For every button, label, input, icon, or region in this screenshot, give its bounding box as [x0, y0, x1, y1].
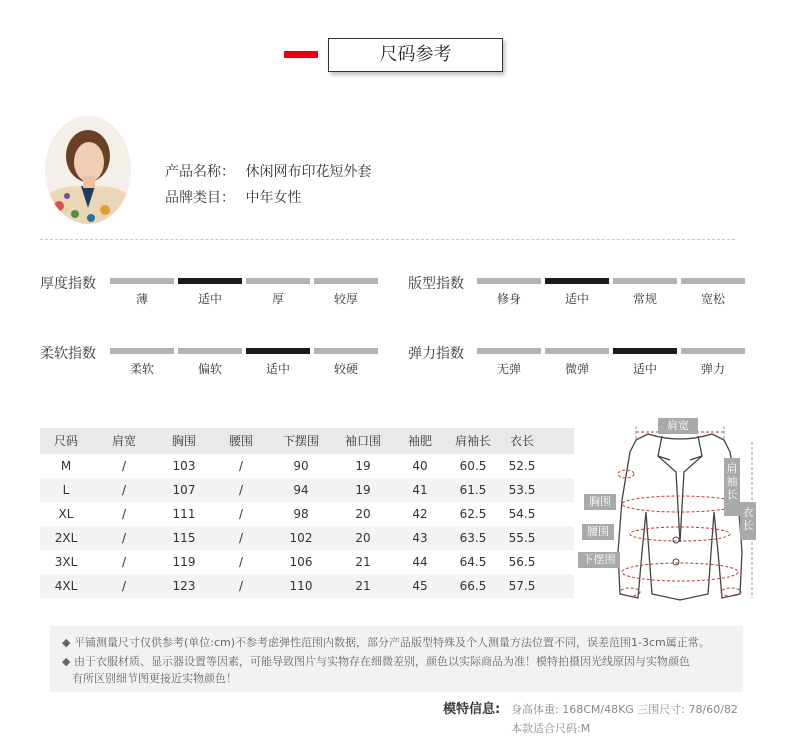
col-header-sleeve-width: 袖肥 [407, 434, 432, 448]
section-title: 尺码参考 [328, 38, 503, 72]
table-row [40, 574, 574, 598]
table-row [40, 502, 574, 526]
cell-shoulder: / [121, 531, 127, 545]
cell-shoulder-sleeve: 62.5 [459, 507, 487, 521]
cell-waist: / [238, 483, 244, 497]
cell-length: 52.5 [508, 459, 536, 473]
col-header-size: 尺码 [53, 434, 78, 448]
col-header-length: 衣长 [509, 434, 534, 448]
cell-length: 57.5 [508, 579, 536, 593]
note-text-3: 有所区别细节图更接近实物颜色！ [72, 672, 237, 685]
cell-shoulder: / [121, 579, 127, 593]
cell-cuff: 19 [355, 483, 371, 497]
thickness-option-4: 较厚 [333, 292, 358, 306]
cell-sleeve-width: 40 [412, 459, 428, 473]
elasticity-seg-2 [545, 348, 609, 354]
cell-cuff: 20 [355, 531, 371, 545]
elasticity-seg-3 [613, 348, 677, 354]
cell-chest: 111 [172, 507, 196, 521]
softness-option-4: 较硬 [333, 362, 358, 376]
thickness-seg-2 [178, 278, 242, 284]
col-header-waist: 腰围 [228, 434, 253, 448]
thickness-seg-3 [246, 278, 310, 284]
fit-index-label: 版型指数 [408, 276, 464, 292]
elasticity-option-2: 微弹 [564, 362, 589, 376]
cell-chest: 115 [172, 531, 196, 545]
cell-size: 2XL [54, 531, 78, 545]
cell-sleeve-width: 44 [412, 555, 428, 569]
diagram-label-hem: 下摆围 [578, 552, 620, 568]
diagram-label-length: 衣长 [740, 502, 756, 540]
col-header-chest: 胸围 [171, 434, 196, 448]
col-header-cuff: 袖口围 [344, 434, 381, 448]
fit-option-1: 修身 [496, 292, 521, 306]
cell-shoulder: / [121, 555, 127, 569]
product-category-value: 中年女性 [245, 190, 302, 206]
softness-option-3: 适中 [265, 362, 290, 376]
note-item-1 [62, 634, 710, 650]
cell-waist: / [238, 579, 244, 593]
cell-size: M [60, 459, 72, 473]
cell-length: 56.5 [508, 555, 536, 569]
cell-waist: / [238, 555, 244, 569]
softness-seg-3 [246, 348, 310, 354]
product-category-label: 品牌类目： [165, 190, 235, 206]
softness-seg-2 [178, 348, 242, 354]
elasticity-option-3: 适中 [632, 362, 657, 376]
elasticity-index-label: 弹力指数 [408, 346, 464, 362]
softness-seg-1 [110, 348, 174, 354]
size-table [40, 428, 574, 598]
cell-chest: 103 [172, 459, 196, 473]
cell-cuff: 21 [355, 579, 371, 593]
cell-chest: 123 [172, 579, 196, 593]
table-row [40, 478, 574, 502]
cell-hem: 110 [289, 579, 313, 593]
thickness-seg-4 [314, 278, 378, 284]
table-row [40, 550, 574, 574]
cell-hem: 106 [289, 555, 313, 569]
diagram-label-waist: 腰围 [582, 524, 614, 540]
softness-option-1: 柔软 [129, 362, 154, 376]
softness-seg-4 [314, 348, 378, 354]
cell-cuff: 20 [355, 507, 371, 521]
cell-length: 54.5 [508, 507, 536, 521]
cell-waist: / [238, 507, 244, 521]
product-category-row [165, 187, 301, 207]
fit-option-3: 常规 [632, 292, 657, 306]
cell-shoulder: / [121, 459, 127, 473]
cell-waist: / [238, 459, 244, 473]
cell-shoulder-sleeve: 63.5 [459, 531, 487, 545]
softness-index-label: 柔软指数 [40, 346, 96, 362]
cell-shoulder: / [121, 483, 127, 497]
fit-seg-3 [613, 278, 677, 284]
cell-sleeve-width: 42 [412, 507, 428, 521]
cell-cuff: 19 [355, 459, 371, 473]
cell-size: XL [58, 507, 74, 521]
thickness-option-3: 厚 [271, 292, 284, 306]
elasticity-option-4: 弹力 [700, 362, 725, 376]
note-text-1: 平铺测量尺寸仅供参考(单位:cm)不参考虑弹性范围内数据，部分产品版型特殊及个人测量方法位置不同，误差范围1-3cm属正常。 [73, 636, 710, 649]
cell-size: 4XL [54, 579, 78, 593]
col-header-shoulder-sleeve: 肩袖长 [454, 434, 491, 448]
cell-hem: 98 [293, 507, 309, 521]
size-table-header [40, 428, 574, 454]
fit-seg-1 [477, 278, 541, 284]
cell-size: 3XL [54, 555, 78, 569]
thickness-option-2: 适中 [197, 292, 222, 306]
jacket-measurement-diagram [578, 412, 768, 612]
title-accent-bar [284, 51, 318, 58]
fit-option-2: 适中 [564, 292, 589, 306]
cell-length: 55.5 [508, 531, 536, 545]
product-name-value: 休闲网布印花短外套 [245, 164, 372, 180]
cell-hem: 90 [293, 459, 309, 473]
elasticity-seg-1 [477, 348, 541, 354]
cell-shoulder-sleeve: 60.5 [459, 459, 487, 473]
cell-size: L [62, 483, 70, 497]
cell-cuff: 21 [355, 555, 371, 569]
diagram-label-shoulder-sleeve: 肩袖长 [724, 458, 740, 516]
col-header-shoulder: 肩宽 [111, 434, 136, 448]
softness-option-2: 偏软 [197, 362, 222, 376]
cell-chest: 107 [172, 483, 196, 497]
section-divider [40, 239, 735, 240]
cell-shoulder-sleeve: 64.5 [459, 555, 487, 569]
cell-shoulder: / [121, 507, 127, 521]
cell-chest: 119 [172, 555, 196, 569]
cell-sleeve-width: 41 [412, 483, 428, 497]
cell-sleeve-width: 43 [412, 531, 428, 545]
cell-sleeve-width: 45 [412, 579, 428, 593]
bullet-icon: ◆ [62, 655, 74, 668]
cell-shoulder-sleeve: 66.5 [459, 579, 487, 593]
model-info-line-2: 本款适合尺码:M [511, 722, 591, 735]
fit-seg-4 [681, 278, 745, 284]
table-row [40, 454, 574, 478]
model-info-label: 模特信息: [443, 702, 501, 717]
notes-box [50, 626, 743, 692]
diagram-label-chest: 胸围 [584, 494, 616, 510]
product-name-label: 产品名称： [165, 164, 235, 180]
fit-option-4: 宽松 [700, 292, 725, 306]
table-row [40, 526, 574, 550]
elasticity-seg-4 [681, 348, 745, 354]
fit-seg-2 [545, 278, 609, 284]
cell-shoulder-sleeve: 61.5 [459, 483, 487, 497]
note-text-2: 由于衣服材质、显示器设置等因素，可能导致图片与实物存在细微差别，颜色以实际商品为准！模特拍摄因光线原因与实物颜色 [73, 655, 690, 668]
thickness-seg-1 [110, 278, 174, 284]
col-header-hem: 下摆围 [282, 434, 319, 448]
note-item-2 [62, 653, 690, 669]
bullet-icon: ◆ [62, 636, 74, 649]
cell-length: 53.5 [508, 483, 536, 497]
model-avatar [45, 116, 131, 224]
thickness-index-label: 厚度指数 [40, 276, 96, 292]
diagram-label-shoulder: 肩宽 [658, 418, 698, 434]
elasticity-option-1: 无弹 [496, 362, 521, 376]
product-name-row [165, 161, 371, 181]
cell-waist: / [238, 531, 244, 545]
thickness-option-1: 薄 [135, 292, 148, 306]
model-info-line-1: 身高体重: 168CM/48KG 三围尺寸: 78/60/82 [511, 703, 738, 716]
cell-hem: 94 [293, 483, 309, 497]
cell-hem: 102 [289, 531, 313, 545]
